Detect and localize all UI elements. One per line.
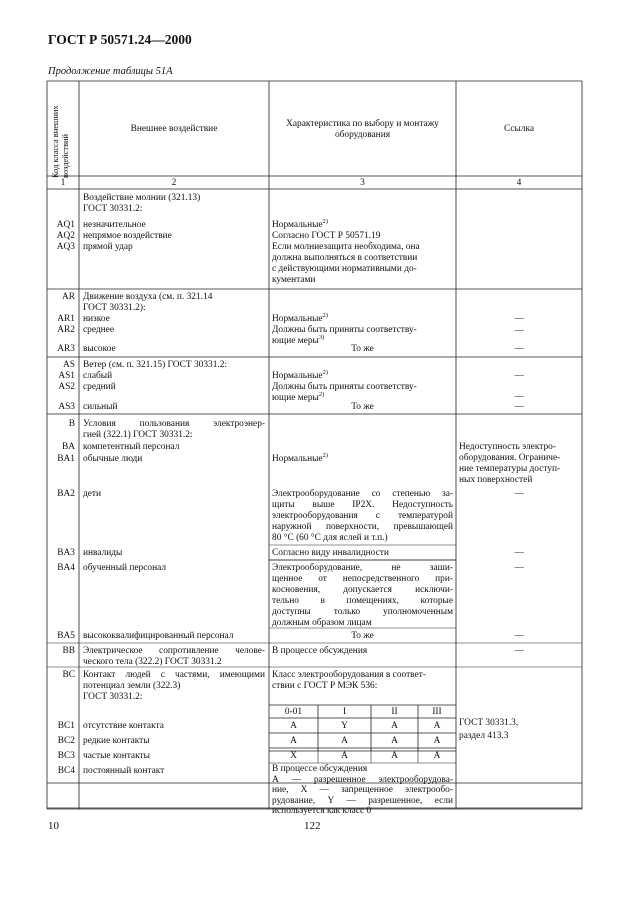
ar-items: [83, 314, 114, 336]
char-text: Электрооборудование со степенью за-: [272, 489, 453, 499]
ref-line: ных поверхностей: [459, 475, 533, 485]
char-text: 80 °С (60 °С для яслей и т.п.): [272, 533, 388, 543]
bc-title-line: Контакт людей с частями, имеющими: [83, 670, 265, 680]
item-cell: высокое: [83, 344, 116, 354]
b-title-line: Условия пользования электроэнер-: [83, 419, 265, 429]
as-codes: [47, 371, 75, 393]
as-ref: —: [514, 402, 524, 412]
char-text: Электрооборудование, не заши-: [272, 563, 453, 573]
b-title-line: гией (322.1) ГОСТ 30331.2:: [83, 430, 193, 440]
footnote-ref: 2): [322, 217, 328, 225]
code-cell: AQ3: [56, 242, 75, 252]
aq-title: [83, 193, 200, 215]
char-text: с действующими нормативными до-: [272, 264, 417, 274]
class-value: A: [290, 736, 297, 746]
code-cell: AQ2: [56, 231, 75, 241]
ba-title: компетентный персонал: [83, 442, 180, 452]
char-text: Согласно виду инвалидности: [272, 548, 389, 558]
footnote-ref: 2): [318, 390, 325, 398]
footnote-ref: 2): [322, 368, 328, 376]
char-text: ющие меры: [272, 393, 319, 403]
col1-header: [51, 105, 71, 178]
item-line: Электрическое сопротивление челове-: [83, 646, 265, 656]
char-text: доступны только уполномоченным: [272, 607, 453, 617]
class-value: A: [433, 721, 441, 731]
bc-title: [83, 670, 265, 703]
code-cell: BA2: [57, 489, 75, 499]
col4-header: Ссылка: [503, 124, 535, 134]
ref-line: оборудования. Ограниче-: [459, 453, 561, 463]
ar-ref: —: [514, 314, 524, 324]
aq-title-line: Воздействие молнии (321.13): [83, 193, 201, 203]
char-text: Нормальные: [272, 220, 323, 230]
note-line: ние, X — запрещенное электрообо-: [272, 785, 453, 796]
col2-header: Внешнее воздействие: [130, 124, 218, 134]
item-cell: средний: [83, 382, 116, 392]
ref-cell: —: [514, 489, 524, 499]
class-title-line: Класс электрооборудования в соответ-: [272, 670, 426, 680]
bc-code: BC: [62, 670, 75, 680]
bb-ref: —: [514, 646, 524, 656]
code-cell: AR1: [57, 314, 75, 324]
ref-line: ние температуры доступ-: [459, 464, 561, 474]
char-text: щиты выше IP2X. Недоступность: [272, 500, 453, 510]
aq-title-line: ГОСТ 30331.2:: [83, 204, 143, 214]
item-cell: частые контакты: [83, 751, 150, 761]
col-number: 1: [60, 178, 66, 188]
item-cell: дети: [83, 489, 102, 499]
item-cell: высококвалифицированный персонал: [83, 631, 234, 641]
char-text: Нормальные: [272, 371, 323, 381]
code-cell: AR2: [57, 325, 75, 335]
code-cell: BA5: [57, 631, 75, 641]
item-cell: обученный персонал: [83, 563, 167, 573]
ba2-characteristics: [272, 489, 453, 544]
item-cell: отсутствие контакта: [83, 721, 164, 731]
bb-char: В процессе обсуждения: [272, 646, 368, 656]
as-title: Ветер (см. п. 321.15) ГОСТ 30331.2:: [83, 360, 228, 370]
b-title: [83, 419, 265, 441]
ar-characteristics: [272, 311, 417, 347]
bc-refs: [459, 717, 518, 743]
as-code: AS: [63, 360, 75, 370]
item-cell: слабый: [83, 371, 113, 381]
class-value: A: [391, 736, 398, 746]
item-cell: инвалиды: [83, 548, 123, 558]
item-cell: обычные люди: [83, 454, 143, 464]
code-cell: BA4: [57, 563, 75, 573]
bc-title-line: ГОСТ 30331.2:: [83, 692, 143, 702]
as-characteristics: [272, 368, 417, 404]
col-number: 2: [171, 178, 177, 188]
class-value: A: [391, 721, 398, 731]
char-text: щенное от непосредственного при-: [272, 574, 453, 584]
note-line: А — разрешенное электрооборудова-: [272, 774, 453, 785]
class-value: A: [433, 736, 441, 746]
as-ref: —: [514, 371, 524, 381]
class-header: III: [432, 707, 442, 717]
bb-code: BB: [62, 646, 75, 656]
col1-header-line: воздействий: [61, 134, 70, 178]
code-cell: AQ1: [56, 220, 75, 230]
char-text: Нормальные: [272, 314, 323, 324]
char-text: Должны быть приняты соответству-: [272, 382, 417, 392]
code-cell: BC4: [57, 766, 75, 776]
char-text: ющие меры: [272, 336, 319, 346]
col3-header: [269, 119, 456, 141]
ar-title: [83, 292, 212, 314]
col3-header-line: Характеристика по выбору и монтажу: [286, 119, 439, 129]
ref-line: ГОСТ 30331.3,: [459, 718, 519, 728]
char-text: То же: [351, 344, 374, 354]
class-value: A: [341, 736, 348, 746]
char-text: должна выполняться в соответствии: [272, 253, 418, 263]
item-line: ческого тела (322.2) ГОСТ 30331.2: [83, 657, 222, 667]
col-number: 4: [516, 178, 522, 188]
code-cell: AS2: [58, 382, 75, 392]
char-text: То же: [351, 631, 374, 641]
bc-class-title: [272, 670, 426, 692]
ba1-ref: [459, 442, 560, 486]
note-line: рудование, Y — разрешенное, если: [272, 795, 453, 806]
char-text: тельно в помещениях, которые: [272, 596, 453, 606]
class-header: 0-01: [284, 707, 303, 717]
class-value: Y: [341, 721, 348, 731]
class-value: X: [290, 751, 297, 761]
footnote-ref: 2): [322, 451, 328, 459]
document-title: ГОСТ Р 50571.24—2000: [48, 32, 192, 47]
b-code: B: [68, 419, 75, 429]
char-text: кументами: [272, 275, 316, 285]
aq-characteristics: [272, 217, 453, 286]
code-cell: BC1: [57, 721, 75, 731]
aq-items: [83, 220, 172, 253]
code-cell: BC2: [57, 736, 75, 746]
item-cell: постоянный контакт: [83, 766, 165, 776]
item-cell: редкие контакты: [83, 736, 150, 746]
item-cell: прямой удар: [83, 242, 133, 252]
class-header: II: [391, 707, 398, 717]
col1-header-line: Код класса внешних: [51, 105, 60, 178]
item-cell: сильный: [83, 402, 118, 412]
item-cell: низкое: [83, 314, 110, 324]
class-value: A: [290, 721, 297, 731]
char-text: должным образом лицам: [272, 618, 372, 628]
char-text: [272, 451, 328, 465]
item-cell: непрямое воздействие: [83, 231, 172, 241]
ar-code: AR: [61, 292, 75, 302]
code-cell: BC3: [57, 751, 75, 761]
char-text: косновения, допускается исключи-: [272, 585, 453, 595]
note-line: В процессе обсуждения: [272, 764, 368, 774]
col-number: 3: [360, 178, 365, 188]
ar-title-line: ГОСТ 30331.2):: [83, 303, 146, 313]
ref-line: раздел 413.3: [459, 731, 509, 741]
ref-cell: —: [514, 548, 524, 558]
as-items: [83, 371, 116, 393]
ba-code: BA: [61, 442, 75, 452]
class-value: A: [341, 751, 348, 761]
code-cell: AS1: [58, 371, 75, 381]
note-line: используется как класс 0: [272, 806, 372, 817]
char-text: То же: [351, 402, 374, 412]
ar-ref: —: [514, 344, 524, 354]
char-text: Согласно ГОСТ Р 50571.19: [272, 231, 381, 241]
ba4-characteristics: [272, 563, 453, 629]
code-cell: BA1: [57, 454, 75, 464]
char-text: электрооборудования с температурой: [272, 511, 453, 521]
char-text: Должны быть приняты соответству-: [272, 325, 417, 335]
ar-title-line: Движение воздуха (см. п. 321.14: [83, 292, 213, 302]
class-title-line: ствии с ГОСТ Р МЭК 536:: [272, 681, 378, 691]
bb-item: [83, 646, 265, 668]
as-ref: —: [514, 392, 524, 402]
char-text: Нормальные: [272, 454, 323, 464]
bc-title-line: потенциал земли (322.3): [83, 681, 181, 691]
footnote-ref: 3): [318, 333, 325, 341]
code-cell: AS3: [58, 402, 75, 412]
table-continuation-label: Продолжение таблицы 51А: [48, 66, 173, 77]
item-cell: среднее: [83, 325, 114, 335]
footnote-ref: 2): [322, 311, 328, 319]
char-text: наружной поверхности, превышающей: [272, 522, 453, 532]
class-value: A: [433, 751, 441, 761]
ar-codes: [47, 314, 75, 336]
ref-cell: —: [514, 631, 524, 641]
ar-ref: —: [514, 326, 524, 336]
item-cell: незначительное: [83, 220, 146, 230]
ref-line: Недоступность электро-: [459, 442, 556, 452]
char-text: Если молниезащита необходима, она: [272, 242, 420, 252]
bc-note: [272, 764, 453, 817]
class-header: I: [342, 707, 347, 717]
col3-header-line: оборудования: [334, 130, 391, 140]
aq-codes: [47, 220, 75, 253]
class-value: A: [391, 751, 398, 761]
code-cell: AR3: [57, 344, 75, 354]
page-number: 122: [304, 820, 321, 832]
ref-cell: —: [514, 563, 524, 573]
code-cell: BA3: [57, 548, 75, 558]
footer-left-number: 10: [48, 820, 59, 832]
